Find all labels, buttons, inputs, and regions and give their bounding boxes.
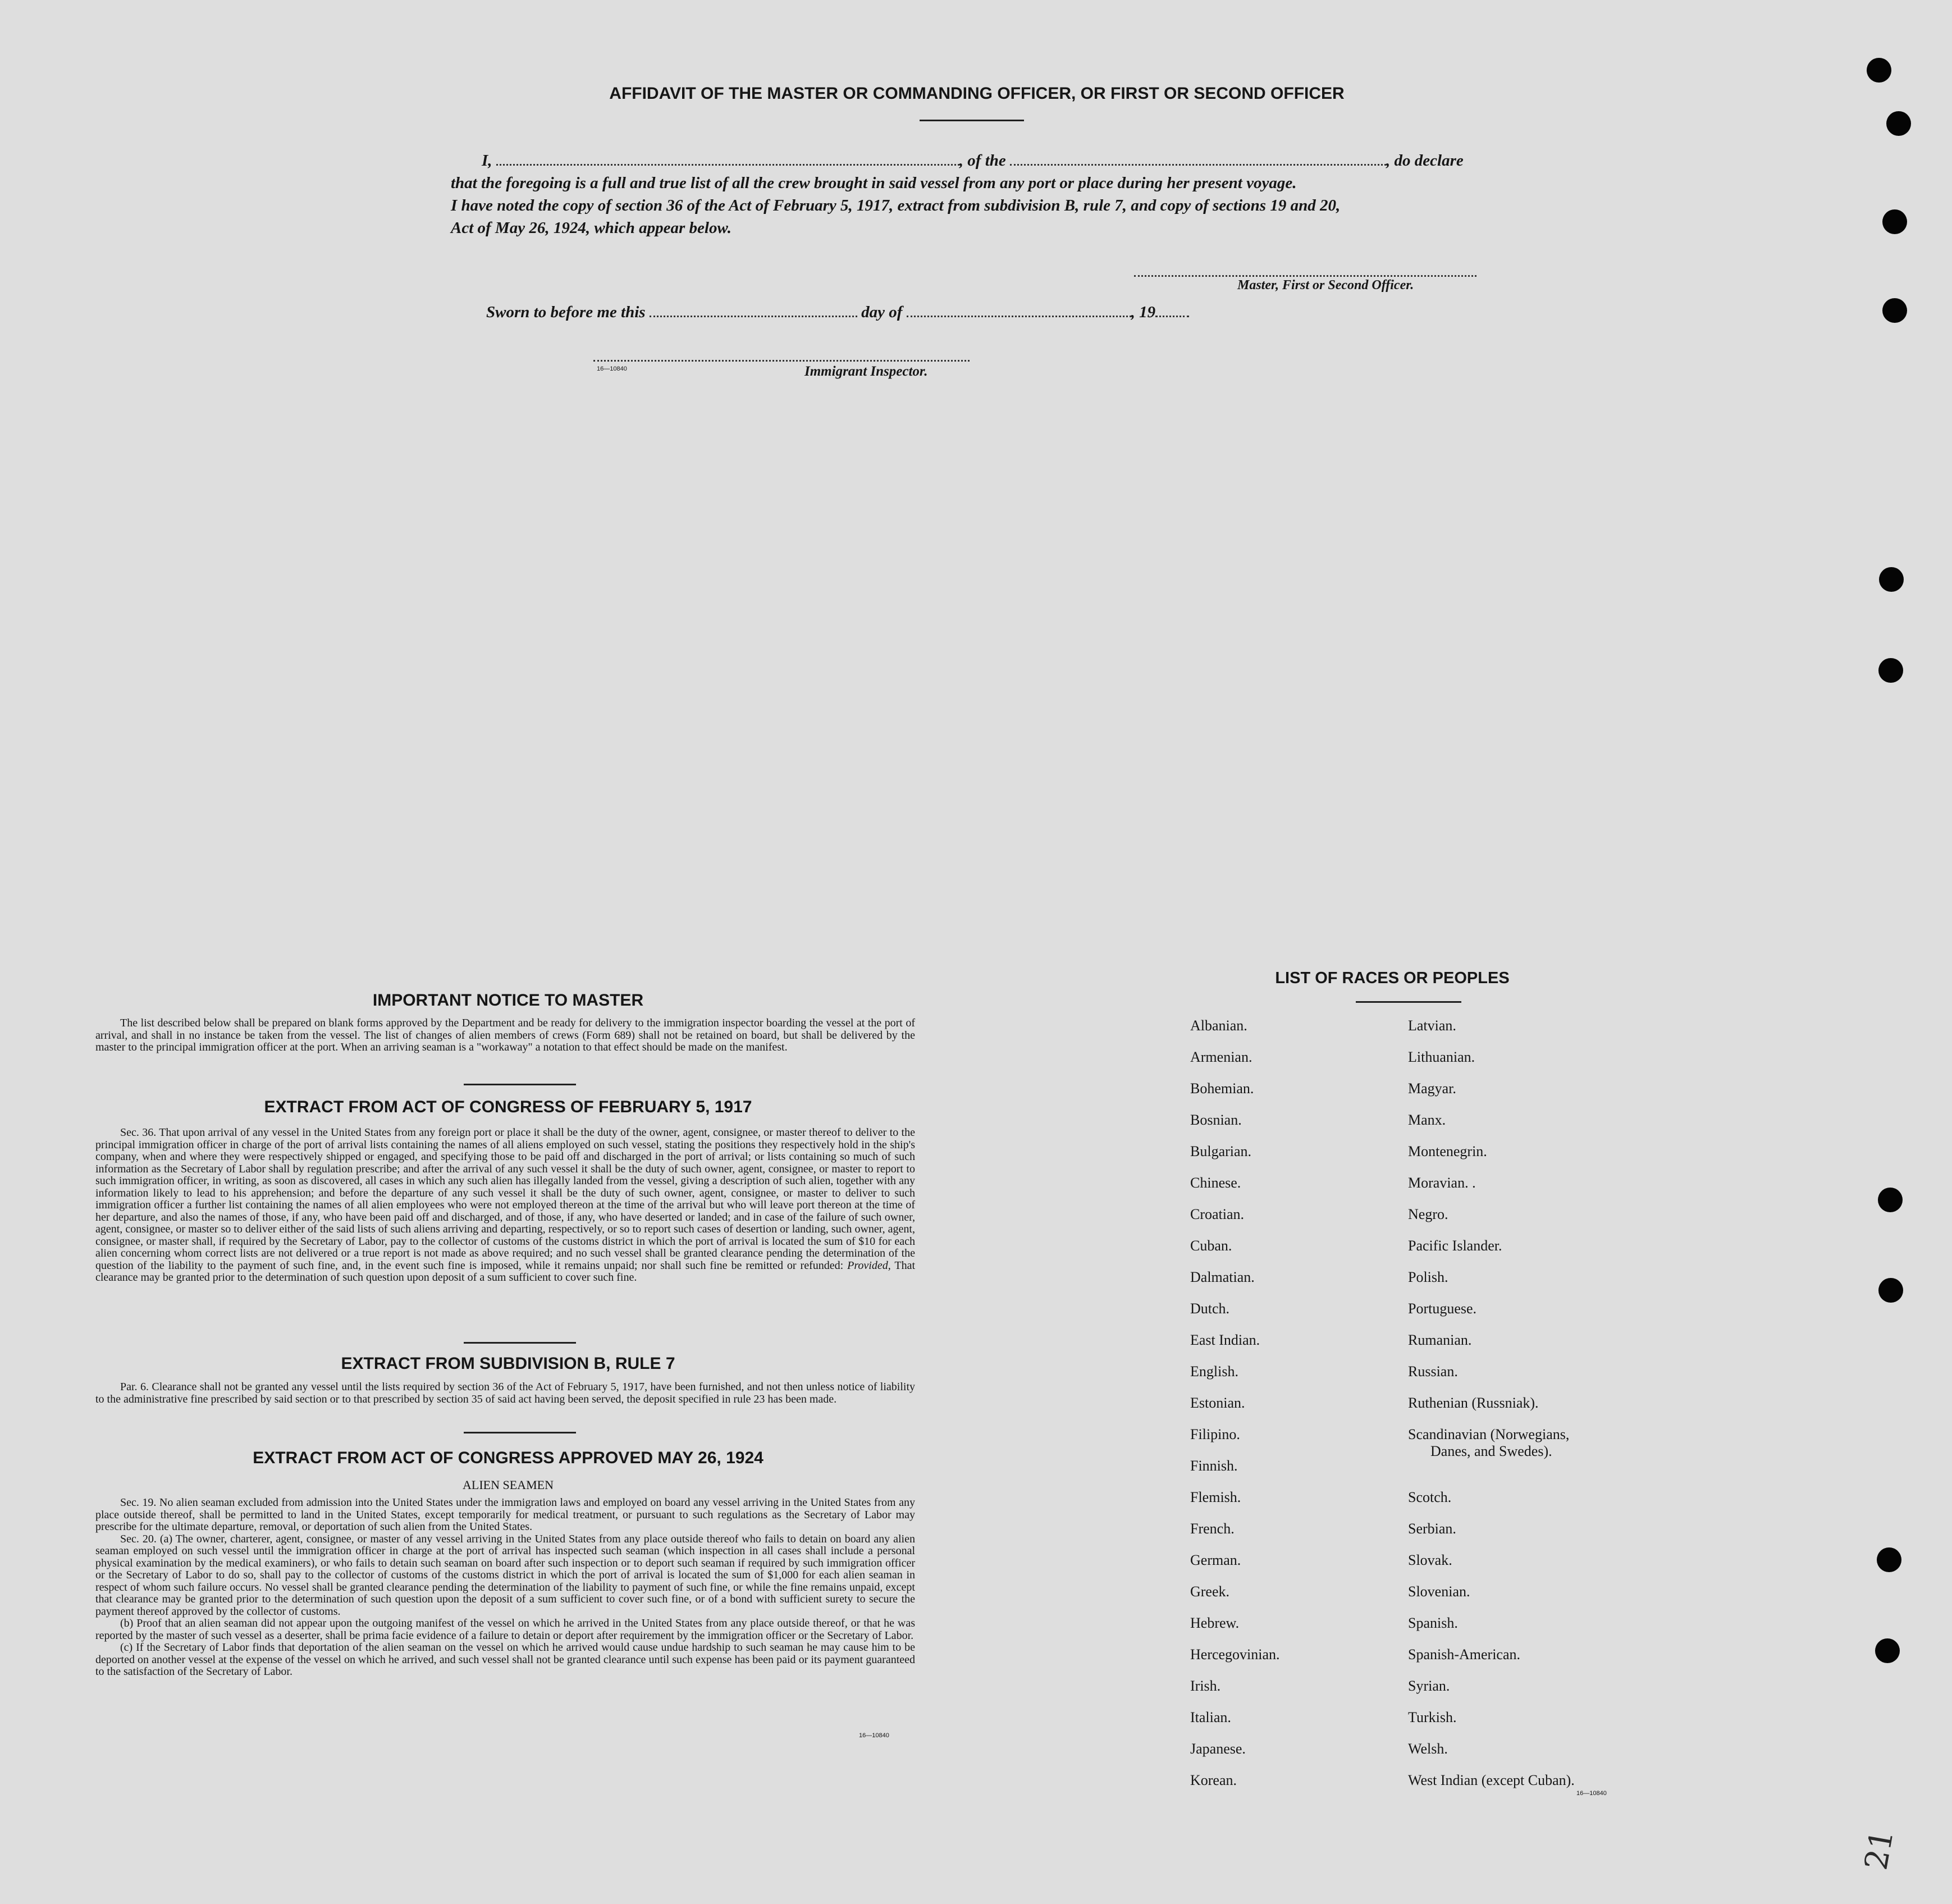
race-item: Albanian. [1190, 1017, 1247, 1034]
race-item: Rumanian. [1408, 1332, 1472, 1348]
race-item: Lithuanian. [1408, 1049, 1475, 1065]
affidavit-title: AFFIDAVIT OF THE MASTER OR COMMANDING OFFICER, OR FIRST OR SECOND OFFICER [609, 84, 1345, 103]
section-divider [464, 1432, 576, 1433]
notice-paragraph: The list described below shall be prepared on blank forms approved by the Department and be ready for delivery to the immigration inspector boarding the vessel at the port of arrival, and shall in no instance be taken from the vessel. The list of changes of alien members of crews (Form 689) shall not be retained on board, but shall be delivered by the master to the principal immigration officer at the port. When an arriving seaman is a "workaway" a notation to that effect should be made on the manifest. [95, 1017, 915, 1053]
race-item: Moravian. . [1408, 1175, 1476, 1191]
title-underline [920, 120, 1024, 121]
race-item: Polish. [1408, 1269, 1448, 1285]
binder-hole [1886, 111, 1911, 136]
sec-20c-paragraph: (c) If the Secretary of Labor finds that deportation of the alien seaman on the vessel on which he arrived would cause undue hardship to such seaman he may cause him to be deported on another vessel at the expense of the vessel on which he arrived, and such vessel shall not be granted clearance until such expense has been paid or its payment guaranteed to the satisfaction of the Secretary of Labor. [95, 1641, 915, 1678]
race-item: Scandinavian (Norwegians, [1408, 1426, 1570, 1442]
race-item: Russian. [1408, 1363, 1458, 1380]
race-item: Spanish-American. [1408, 1646, 1521, 1663]
vessel-label: , of the [959, 152, 1006, 170]
race-item: Manx. [1408, 1112, 1446, 1128]
rule7-paragraph: Par. 6. Clearance shall not be granted any vessel until the lists required by section 36 of the Act of February 5, 1917, have been furnished, and not then unless notice of liability to the administrative fine prescribed by said section or to that prescribed by section 35 of said act having been served, the deposit specified in rule 23 has been made. [95, 1381, 915, 1405]
form-number: 16—10840 [859, 1732, 889, 1739]
race-item: Pacific Islander. [1408, 1238, 1502, 1254]
form-number: 16—10840 [1576, 1790, 1607, 1797]
race-item: Filipino. [1190, 1426, 1240, 1442]
binder-hole [1878, 1278, 1903, 1303]
declarant-label: I, [482, 152, 492, 170]
race-item: Flemish. [1190, 1489, 1241, 1505]
rule7-text [95, 1381, 915, 1405]
race-item: Spanish. [1408, 1615, 1458, 1631]
binder-hole [1878, 658, 1903, 683]
race-item: Latvian. [1408, 1017, 1456, 1034]
section-divider [464, 1084, 576, 1085]
race-item: East Indian. [1190, 1332, 1260, 1348]
race-item: Turkish. [1408, 1709, 1457, 1725]
affidavit-line2: that the foregoing is a full and true list of all the crew brought in said vessel from any port or place during her present voyage. [451, 174, 1297, 192]
inspector-signature-field[interactable] [593, 360, 970, 362]
race-item: Slovenian. [1408, 1583, 1470, 1600]
sworn-year-field[interactable] [1155, 316, 1189, 317]
race-item: Welsh. [1408, 1741, 1448, 1757]
binder-hole [1878, 1188, 1903, 1212]
race-item: Dutch. [1190, 1300, 1230, 1317]
sworn-day-field[interactable] [650, 316, 857, 317]
race-item: French. [1190, 1521, 1235, 1537]
binder-hole [1882, 298, 1907, 323]
race-item: Portuguese. [1408, 1300, 1477, 1317]
race-item: English. [1190, 1363, 1238, 1380]
race-item: Greek. [1190, 1583, 1230, 1600]
year-label: , 19 [1131, 303, 1156, 321]
race-item: Scotch. [1408, 1489, 1452, 1505]
race-item: Italian. [1190, 1709, 1231, 1725]
sec-36-body: That upon arrival of any vessel in the United States from any foreign port or place it shall be the duty of the owner, agent, consignee, or master thereof to deliver to the principal immigration officer in charge of the port of arrival lists containing the names of all aliens employed on such vessel, stating the positions they respectively hold in the ship's company, when and where they were respectively shipped or engaged, and specifying those to be paid off and discharged in the port of arrival; or lists containing so much of such information as the Secretary of Labor shall by regulation prescribe; and after the arrival of any such vessel it shall be the duty of such owner, agent, consignee, or master to report to such immigration officer, in writing, as soon as discovered, all cases in which any such alien has illegally landed from the vessel, giving a description of such alien, together with any information likely to lead to his apprehension; and before the departure of any such vessel it shall be the duty of such owner, agent, consignee, or master to deliver to such immigration officer a further list containing the names of all alien employees who were not employed thereon at the time of the arrival but who will leave port thereon at the time of her departure, and also the names of those, if any, who have been paid off and discharged, and of those, if any, who have deserted or landed; and in case of the failure of such owner, agent, consignee, or master so to deliver either of the said lists of such aliens arriving and departing, respectively, or so to report such cases of desertion or landing, such owner, agent, consignee, or master shall, if required by the Secretary of Labor, pay to the collector of customs of the customs district in which the port of arrival is located the sum of $10 for each alien concerning whom correct lists are not delivered or a true report is not made as above required; and no such vessel shall be granted clearance pending the determination of the question of the liability to the payment of such fine, and, in the event such fine is imposed, while it remains unpaid; nor shall such fine be remitted or refunded: [95, 1126, 915, 1272]
master-signature-label: Master, First or Second Officer. [1237, 278, 1414, 293]
inspector-label: Immigrant Inspector. [804, 364, 928, 379]
race-item: Finnish. [1190, 1458, 1238, 1474]
race-item: Chinese. [1190, 1175, 1241, 1191]
race-item: Hebrew. [1190, 1615, 1240, 1631]
sworn-line [486, 303, 1189, 322]
affidavit-line3: I have noted the copy of section 36 of the Act of February 5, 1917, extract from subdivision B, rule 7, and copy of sections 19 and 20, [451, 197, 1341, 214]
rule7-title: EXTRACT FROM SUBDIVISION B, RULE 7 [341, 1354, 675, 1373]
form-number: 16—10840 [597, 366, 627, 372]
race-item: Irish. [1190, 1678, 1221, 1694]
declarant-name-field[interactable] [496, 164, 959, 166]
race-item: Syrian. [1408, 1678, 1450, 1694]
day-of-label: day of [861, 303, 903, 321]
notice-text [95, 1017, 915, 1054]
race-item: Slovak. [1408, 1552, 1452, 1568]
race-item: Estonian. [1190, 1395, 1245, 1411]
extract-1924-title: EXTRACT FROM ACT OF CONGRESS APPROVED MAY 26, 1924 [253, 1449, 764, 1467]
race-item: Bosnian. [1190, 1112, 1242, 1128]
races-underline [1356, 1001, 1461, 1003]
binder-hole [1882, 209, 1907, 234]
race-item: Croatian. [1190, 1206, 1245, 1222]
race-item: Negro. [1408, 1206, 1448, 1222]
races-title: LIST OF RACES OR PEOPLES [1275, 969, 1510, 987]
sec-36-end: That clearance may be granted prior to the determination of such question upon deposit of a sum sufficient to cover such fine. [95, 1259, 916, 1284]
race-item: Montenegrin. [1408, 1143, 1487, 1159]
extract-1924-text [95, 1497, 915, 1678]
affidavit-line1 [482, 152, 1464, 170]
race-item: Ruthenian (Russniak). [1408, 1395, 1539, 1411]
race-item: Korean. [1190, 1772, 1237, 1788]
sec-20a-paragraph: Sec. 20. (a) The owner, charterer, agent, consignee, or master of any vessel arriving in the United States from any place outside thereof who fails to detain on board any alien seaman employed on such vessel until the immigration officer in charge at the port of arrival has inspected such seaman (which inspection in all cases shall include a personal physical examination by the medical examiners), or who fails to detain such seaman on board after such inspection or to deport such seaman if required by such immigration officer or the Secretary of Labor to do so, shall pay to the collector of customs of the customs district in which the port of arrival is located the sum of $1,000 for each alien seaman in respect of whom such failure occurs. No vessel shall be granted clearance pending the determination of the liability to payment of such fine, or while the fine remains unpaid, except that clearance may be granted prior to the determination of such question upon the deposit of a sum sufficient to cover such fine, or of a bond with sufficient surety to secure the payment thereof approved by the collector of customs. [95, 1532, 915, 1618]
race-item: Bulgarian. [1190, 1143, 1252, 1159]
vessel-name-field[interactable] [1010, 164, 1386, 166]
sec-36-label: Sec. 36. [120, 1126, 157, 1139]
sec-36-paragraph [95, 1127, 915, 1284]
declare-label: , do declare [1386, 152, 1464, 170]
binder-hole [1867, 58, 1891, 83]
binder-hole [1879, 567, 1904, 592]
sec-19-paragraph: Sec. 19. No alien seaman excluded from admission into the United States under the immigration laws and employed on board any vessel arriving in the United States from any place outside thereof, shall be permitted to land in the United States, except temporarily for medical treatment, or pursuant to such regulations as the Secretary of Labor may prescribe for the ultimate departure, removal, or deportation of such alien from the United States. [95, 1496, 915, 1533]
notice-title: IMPORTANT NOTICE TO MASTER [372, 991, 644, 1010]
affidavit-line4: Act of May 26, 1924, which appear below. [451, 219, 732, 237]
binder-hole [1877, 1547, 1901, 1572]
extract-1917-text [95, 1127, 915, 1284]
binder-hole [1875, 1638, 1900, 1663]
sec-20b-paragraph: (b) Proof that an alien seaman did not appear upon the outgoing manifest of the vessel on which he arrived in the United States from any place outside thereof, or that he was reported by the master of such vessel as a deserter, shall be prima facie evidence of a failure to detain or deport after requirement by the immigration officer or the Secretary of Labor. [95, 1617, 915, 1642]
race-item: Magyar. [1408, 1080, 1456, 1097]
race-item: Hercegovinian. [1190, 1646, 1280, 1663]
proviso: Provided, [847, 1259, 891, 1272]
race-item: Bohemian. [1190, 1080, 1254, 1097]
race-item: West Indian (except Cuban). [1408, 1772, 1575, 1788]
race-item: Japanese. [1190, 1741, 1246, 1757]
margin-note: 21 [1858, 1827, 1901, 1873]
sworn-month-field[interactable] [907, 316, 1131, 317]
master-signature-field[interactable] [1134, 275, 1476, 277]
sworn-label: Sworn to before me this [486, 303, 646, 321]
alien-seamen-subtitle: ALIEN SEAMEN [463, 1478, 554, 1492]
section-divider [464, 1342, 576, 1344]
race-item: Armenian. [1190, 1049, 1252, 1065]
race-item: Cuban. [1190, 1238, 1232, 1254]
race-item: Dalmatian. [1190, 1269, 1255, 1285]
extract-1917-title: EXTRACT FROM ACT OF CONGRESS OF FEBRUARY 5, 1917 [264, 1098, 752, 1116]
race-item: Danes, and Swedes). [1430, 1443, 1552, 1459]
race-item: German. [1190, 1552, 1241, 1568]
race-item: Serbian. [1408, 1521, 1456, 1537]
